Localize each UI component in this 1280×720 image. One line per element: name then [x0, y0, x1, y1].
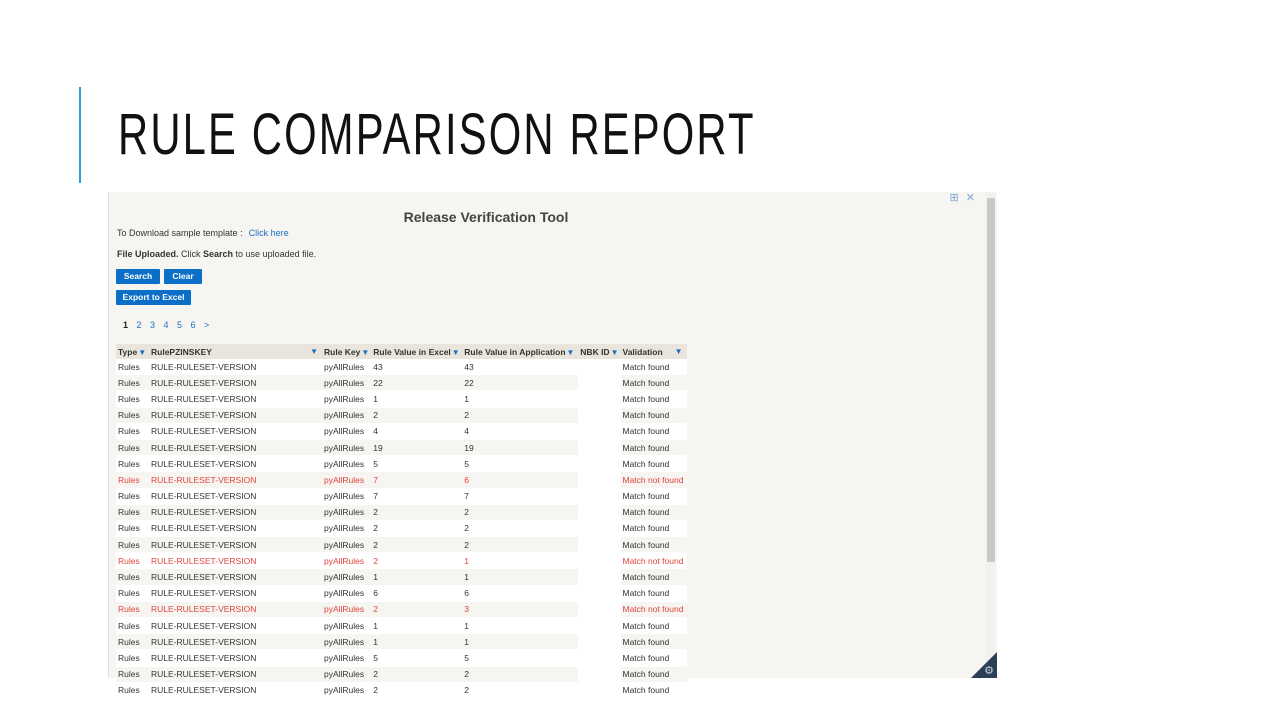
col-rule-key-label: Rule Key	[324, 346, 361, 357]
cell-type: Rules	[116, 359, 149, 375]
table-row[interactable]	[116, 618, 687, 634]
cell-rule-key: pyAllRules	[322, 488, 371, 504]
table-row[interactable]	[116, 553, 687, 569]
filter-icon[interactable]: ▼	[610, 347, 619, 357]
cell-nbk-id	[578, 537, 620, 553]
cell-validation: Match found	[621, 650, 687, 666]
table-row[interactable]	[116, 359, 687, 375]
col-nbk-id[interactable]	[578, 344, 620, 359]
cell-validation: Match found	[621, 504, 687, 520]
col-type[interactable]	[116, 344, 149, 359]
cell-rulepzinskey: RULE-RULESET-VERSION	[149, 488, 322, 504]
cell-rulepzinskey: RULE-RULESET-VERSION	[149, 375, 322, 391]
cell-nbk-id	[578, 359, 620, 375]
cell-rule-key: pyAllRules	[322, 682, 371, 698]
cell-rule-value-excel: 2	[371, 666, 462, 682]
cell-rule-value-excel: 2	[371, 520, 462, 536]
cell-rulepzinskey: RULE-RULESET-VERSION	[149, 407, 322, 423]
cell-rule-key: pyAllRules	[322, 375, 371, 391]
page-link-6[interactable]: 6	[190, 320, 196, 330]
pager	[123, 320, 218, 330]
cell-rule-value-app: 2	[462, 682, 578, 698]
cell-validation: Match found	[621, 359, 687, 375]
cell-rule-key: pyAllRules	[322, 472, 371, 488]
cell-rule-key: pyAllRules	[322, 618, 371, 634]
tool-title: Release Verification Tool	[403, 209, 569, 225]
cell-rule-key: pyAllRules	[322, 537, 371, 553]
cell-rule-value-app: 1	[462, 618, 578, 634]
table-row[interactable]	[116, 472, 687, 488]
cell-type: Rules	[116, 601, 149, 617]
cell-type: Rules	[116, 650, 149, 666]
col-rule-value-excel-label: Rule Value in Excel	[373, 346, 451, 357]
col-validation-label: Validation	[622, 346, 663, 357]
template-link[interactable]: Click here	[248, 228, 289, 238]
col-validation[interactable]	[621, 344, 687, 359]
clear-button[interactable]: Clear	[164, 269, 202, 284]
filter-icon[interactable]: ▼	[361, 347, 370, 357]
cell-type: Rules	[116, 407, 149, 423]
cell-nbk-id	[578, 569, 620, 585]
cell-rule-value-app: 6	[462, 585, 578, 601]
cell-validation: Match found	[621, 375, 687, 391]
cell-rulepzinskey: RULE-RULESET-VERSION	[149, 601, 322, 617]
cell-type: Rules	[116, 423, 149, 439]
cell-type: Rules	[116, 553, 149, 569]
table-row[interactable]	[116, 682, 687, 698]
template-text: To Download sample template :	[117, 228, 243, 238]
cell-nbk-id	[578, 553, 620, 569]
cell-rule-value-app: 1	[462, 553, 578, 569]
cell-rule-key: pyAllRules	[322, 520, 371, 536]
cell-validation: Match found	[621, 407, 687, 423]
filter-icon[interactable]: ▼	[310, 347, 318, 356]
expand-icon[interactable]: ⊞	[949, 192, 959, 204]
cell-rulepzinskey: RULE-RULESET-VERSION	[149, 553, 322, 569]
cell-type: Rules	[116, 391, 149, 407]
cell-rule-value-app: 2	[462, 666, 578, 682]
table-row[interactable]	[116, 537, 687, 553]
cell-rule-value-app: 1	[462, 634, 578, 650]
cell-rule-key: pyAllRules	[322, 634, 371, 650]
upload-status-bold: File Uploaded.	[117, 249, 179, 259]
table-row[interactable]	[116, 569, 687, 585]
cell-rulepzinskey: RULE-RULESET-VERSION	[149, 682, 322, 698]
upload-status-text2: to use uploaded file.	[233, 249, 317, 259]
cell-rulepzinskey: RULE-RULESET-VERSION	[149, 585, 322, 601]
template-line	[117, 228, 289, 238]
cell-nbk-id	[578, 666, 620, 682]
cell-nbk-id	[578, 391, 620, 407]
cell-rule-value-app: 2	[462, 407, 578, 423]
table-row[interactable]	[116, 407, 687, 423]
cell-rule-value-excel: 6	[371, 585, 462, 601]
cell-rule-value-excel: 2	[371, 504, 462, 520]
cell-nbk-id	[578, 618, 620, 634]
cell-type: Rules	[116, 504, 149, 520]
cell-rule-value-app: 22	[462, 375, 578, 391]
cell-type: Rules	[116, 456, 149, 472]
cell-validation: Match found	[621, 537, 687, 553]
cell-rule-value-excel: 5	[371, 650, 462, 666]
cell-nbk-id	[578, 634, 620, 650]
cell-nbk-id	[578, 439, 620, 455]
cell-rule-key: pyAllRules	[322, 439, 371, 455]
col-rule-value-app[interactable]	[462, 344, 578, 359]
cell-nbk-id	[578, 504, 620, 520]
filter-icon[interactable]: ▼	[138, 347, 147, 357]
col-type-label: Type	[118, 346, 138, 357]
vertical-scrollbar[interactable]	[985, 192, 995, 678]
cell-rule-value-app: 1	[462, 391, 578, 407]
cell-rule-value-app: 6	[462, 472, 578, 488]
cell-rule-value-excel: 2	[371, 601, 462, 617]
cell-validation: Match found	[621, 666, 687, 682]
cell-rule-value-app: 2	[462, 504, 578, 520]
cell-type: Rules	[116, 537, 149, 553]
cell-rulepzinskey: RULE-RULESET-VERSION	[149, 472, 322, 488]
next-page-link[interactable]: >	[204, 320, 210, 330]
cell-validation: Match found	[621, 423, 687, 439]
search-button[interactable]: Search	[116, 269, 160, 284]
cell-validation: Match found	[621, 520, 687, 536]
cell-rule-key: pyAllRules	[322, 423, 371, 439]
cell-validation: Match found	[621, 682, 687, 698]
filter-icon[interactable]: ▼	[674, 347, 683, 356]
table-row[interactable]	[116, 601, 687, 617]
cell-rulepzinskey: RULE-RULESET-VERSION	[149, 391, 322, 407]
table-row[interactable]	[116, 375, 687, 391]
upload-status-text1: Click	[178, 249, 204, 259]
cell-rule-value-excel: 7	[371, 488, 462, 504]
cell-rule-value-excel: 2	[371, 682, 462, 698]
cell-validation: Match found	[621, 488, 687, 504]
cell-nbk-id	[578, 456, 620, 472]
table-row[interactable]	[116, 439, 687, 455]
cell-rule-value-excel: 2	[371, 407, 462, 423]
cell-rule-value-app: 4	[462, 423, 578, 439]
table-header-row	[116, 344, 687, 359]
table-row[interactable]	[116, 520, 687, 536]
cell-rulepzinskey: RULE-RULESET-VERSION	[149, 504, 322, 520]
cell-rule-value-excel: 7	[371, 472, 462, 488]
page-link-1[interactable]: 1	[123, 320, 129, 330]
cell-rule-value-app: 5	[462, 650, 578, 666]
cell-validation: Match found	[621, 585, 687, 601]
cell-nbk-id	[578, 585, 620, 601]
gear-icon[interactable]: ⚙	[984, 665, 994, 677]
cell-type: Rules	[116, 488, 149, 504]
cell-rule-value-excel: 19	[371, 439, 462, 455]
cell-nbk-id	[578, 407, 620, 423]
cell-rule-key: pyAllRules	[322, 553, 371, 569]
cell-type: Rules	[116, 439, 149, 455]
col-rule-value-app-label: Rule Value in Application	[464, 346, 566, 357]
cell-rule-key: pyAllRules	[322, 585, 371, 601]
table-row[interactable]	[116, 456, 687, 472]
cell-rule-value-excel: 2	[371, 537, 462, 553]
cell-rule-key: pyAllRules	[322, 359, 371, 375]
filter-icon[interactable]: ▼	[566, 347, 575, 357]
cell-rulepzinskey: RULE-RULESET-VERSION	[149, 520, 322, 536]
page-link-2[interactable]: 2	[136, 320, 142, 330]
rule-comparison-table	[116, 344, 687, 699]
cell-nbk-id	[578, 375, 620, 391]
cell-rulepzinskey: RULE-RULESET-VERSION	[149, 650, 322, 666]
cell-rule-value-app: 2	[462, 520, 578, 536]
cell-nbk-id	[578, 601, 620, 617]
cell-rule-value-excel: 5	[371, 456, 462, 472]
cell-validation: Match found	[621, 569, 687, 585]
col-rule-value-excel[interactable]	[371, 344, 462, 359]
col-rulepzinskey[interactable]	[149, 344, 322, 359]
cell-type: Rules	[116, 375, 149, 391]
table-row[interactable]	[116, 650, 687, 666]
cell-rule-value-app: 43	[462, 359, 578, 375]
cell-type: Rules	[116, 666, 149, 682]
cell-rule-value-app: 3	[462, 601, 578, 617]
cell-nbk-id	[578, 472, 620, 488]
cell-validation: Match not found	[621, 601, 687, 617]
col-rulepzinskey-label: RulePZINSKEY	[151, 346, 212, 357]
window-controls	[946, 191, 976, 204]
cell-type: Rules	[116, 569, 149, 585]
cell-type: Rules	[116, 520, 149, 536]
table-row[interactable]	[116, 423, 687, 439]
upload-status-search: Search	[203, 249, 234, 259]
cell-rule-value-app: 2	[462, 537, 578, 553]
app-screenshot	[108, 192, 997, 696]
cell-rule-value-excel: 4	[371, 423, 462, 439]
cell-nbk-id	[578, 488, 620, 504]
table-row[interactable]	[116, 585, 687, 601]
close-icon[interactable]: ✕	[965, 192, 975, 204]
cell-nbk-id	[578, 650, 620, 666]
cell-type: Rules	[116, 682, 149, 698]
cell-rulepzinskey: RULE-RULESET-VERSION	[149, 456, 322, 472]
col-rule-key[interactable]	[322, 344, 371, 359]
cell-rule-value-excel: 1	[371, 391, 462, 407]
export-excel-button[interactable]: Export to Excel	[116, 290, 191, 305]
cell-rule-key: pyAllRules	[322, 650, 371, 666]
cell-rulepzinskey: RULE-RULESET-VERSION	[149, 423, 322, 439]
cell-rule-value-excel: 2	[371, 553, 462, 569]
cell-rule-key: pyAllRules	[322, 569, 371, 585]
cell-rulepzinskey: RULE-RULESET-VERSION	[149, 634, 322, 650]
scroll-thumb[interactable]	[987, 198, 995, 562]
table-body	[116, 359, 687, 698]
page-link-4[interactable]: 4	[163, 320, 169, 330]
cell-rulepzinskey: RULE-RULESET-VERSION	[149, 439, 322, 455]
cell-nbk-id	[578, 423, 620, 439]
table-row[interactable]	[116, 634, 687, 650]
cell-validation: Match not found	[621, 472, 687, 488]
cell-type: Rules	[116, 472, 149, 488]
cell-rulepzinskey: RULE-RULESET-VERSION	[149, 537, 322, 553]
cell-rule-value-app: 1	[462, 569, 578, 585]
table-row[interactable]	[116, 666, 687, 682]
table-row[interactable]	[116, 504, 687, 520]
cell-rulepzinskey: RULE-RULESET-VERSION	[149, 359, 322, 375]
cell-rule-value-excel: 22	[371, 375, 462, 391]
cell-rule-value-app: 5	[462, 456, 578, 472]
filter-icon[interactable]: ▼	[451, 347, 460, 357]
cell-nbk-id	[578, 520, 620, 536]
cell-validation: Match found	[621, 618, 687, 634]
slide-title: RULE COMPARISON REPORT	[118, 102, 756, 167]
cell-rule-key: pyAllRules	[322, 456, 371, 472]
table-row[interactable]	[116, 488, 687, 504]
cell-rule-key: pyAllRules	[322, 666, 371, 682]
cell-type: Rules	[116, 618, 149, 634]
cell-rule-value-excel: 43	[371, 359, 462, 375]
page-link-3[interactable]: 3	[150, 320, 156, 330]
cell-validation: Match found	[621, 456, 687, 472]
accent-bar	[79, 87, 81, 183]
cell-rule-key: pyAllRules	[322, 504, 371, 520]
cell-rule-key: pyAllRules	[322, 391, 371, 407]
cell-validation: Match found	[621, 391, 687, 407]
cell-type: Rules	[116, 634, 149, 650]
cell-rule-value-excel: 1	[371, 569, 462, 585]
cell-rule-value-app: 19	[462, 439, 578, 455]
cell-rule-value-excel: 1	[371, 634, 462, 650]
upload-status	[117, 249, 316, 259]
cell-validation: Match not found	[621, 553, 687, 569]
cell-rule-value-excel: 1	[371, 618, 462, 634]
cell-rule-key: pyAllRules	[322, 407, 371, 423]
cell-rulepzinskey: RULE-RULESET-VERSION	[149, 618, 322, 634]
cell-rulepzinskey: RULE-RULESET-VERSION	[149, 569, 322, 585]
table-row[interactable]	[116, 391, 687, 407]
cell-validation: Match found	[621, 439, 687, 455]
col-nbk-id-label: NBK ID	[580, 346, 610, 357]
cell-type: Rules	[116, 585, 149, 601]
cell-rulepzinskey: RULE-RULESET-VERSION	[149, 666, 322, 682]
cell-validation: Match found	[621, 634, 687, 650]
page-link-5[interactable]: 5	[177, 320, 183, 330]
cell-rule-value-app: 7	[462, 488, 578, 504]
cell-nbk-id	[578, 682, 620, 698]
cell-rule-key: pyAllRules	[322, 601, 371, 617]
